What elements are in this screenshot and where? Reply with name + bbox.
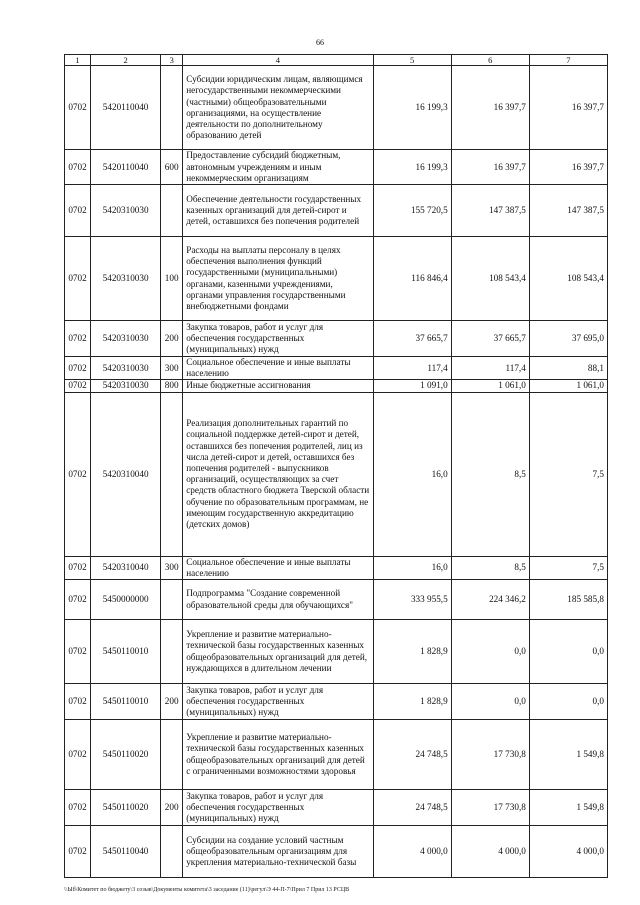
value-year2-cell: 16 397,7 (451, 150, 529, 185)
value-year2-cell: 147 387,5 (451, 185, 529, 237)
table-row (65, 720, 608, 790)
value-year2-cell: 0,0 (451, 620, 529, 684)
expense-type-cell (161, 66, 183, 150)
value-year3-cell: 0,0 (529, 620, 607, 684)
col-header: 5 (373, 55, 451, 66)
expense-type-cell: 300 (161, 556, 183, 579)
description-cell: Закупка товаров, работ и услуг для обеспечения государственных (муниципальных) нужд (183, 684, 373, 720)
target-code-cell: 5420310030 (91, 380, 161, 392)
value-year2-cell: 37 665,7 (451, 321, 529, 357)
expense-type-cell: 300 (161, 357, 183, 380)
table-row (65, 150, 608, 185)
value-year3-cell: 4 000,0 (529, 826, 607, 878)
value-year1-cell: 4 000,0 (373, 826, 451, 878)
expense-type-cell: 200 (161, 790, 183, 826)
table-row (65, 556, 608, 579)
target-code-cell: 5450110040 (91, 826, 161, 878)
value-year2-cell: 108 543,4 (451, 237, 529, 321)
section-cell: 0702 (65, 321, 91, 357)
col-header: 1 (65, 55, 91, 66)
value-year1-cell: 1 091,0 (373, 380, 451, 392)
section-cell: 0702 (65, 826, 91, 878)
col-header: 2 (91, 55, 161, 66)
value-year3-cell: 16 397,7 (529, 66, 607, 150)
expense-type-cell (161, 392, 183, 556)
value-year2-cell: 8,5 (451, 556, 529, 579)
expense-type-cell (161, 620, 183, 684)
value-year3-cell: 147 387,5 (529, 185, 607, 237)
value-year1-cell: 155 720,5 (373, 185, 451, 237)
expense-type-cell: 800 (161, 380, 183, 392)
target-code-cell: 5450000000 (91, 580, 161, 620)
value-year2-cell: 17 730,8 (451, 720, 529, 790)
description-cell: Социальное обеспечение и иные выплаты населению (183, 556, 373, 579)
budget-table (64, 54, 608, 878)
description-cell: Социальное обеспечение и иные выплаты населению (183, 357, 373, 380)
value-year1-cell: 37 665,7 (373, 321, 451, 357)
col-header: 7 (529, 55, 607, 66)
section-cell: 0702 (65, 237, 91, 321)
value-year2-cell: 16 397,7 (451, 66, 529, 150)
value-year1-cell: 333 955,5 (373, 580, 451, 620)
expense-type-cell (161, 580, 183, 620)
target-code-cell: 5450110010 (91, 684, 161, 720)
target-code-cell: 5450110010 (91, 620, 161, 684)
description-cell: Закупка товаров, работ и услуг для обеспечения государственных (муниципальных) нужд (183, 321, 373, 357)
value-year3-cell: 0,0 (529, 684, 607, 720)
section-cell: 0702 (65, 185, 91, 237)
description-cell: Закупка товаров, работ и услуг для обеспечения государственных (муниципальных) нужд (183, 790, 373, 826)
table-row (65, 380, 608, 392)
section-cell: 0702 (65, 620, 91, 684)
table-row (65, 66, 608, 150)
value-year2-cell: 0,0 (451, 684, 529, 720)
value-year1-cell: 1 828,9 (373, 620, 451, 684)
value-year3-cell: 185 585,8 (529, 580, 607, 620)
description-cell: Укрепление и развитие материально-технической базы государственных казенных общеобразовательных организаций для детей с ограниченными возможностями здоровья (183, 720, 373, 790)
table-row (65, 321, 608, 357)
value-year3-cell: 1 061,0 (529, 380, 607, 392)
description-cell: Расходы на выплаты персоналу в целях обеспечения выполнения функций государственными (муниципальными) органами, казенными учреждениями, органами управления государственными внебюджетными фондами (183, 237, 373, 321)
page-number: 66 (316, 38, 324, 47)
value-year2-cell: 224 346,2 (451, 580, 529, 620)
expense-type-cell (161, 185, 183, 237)
expense-type-cell (161, 826, 183, 878)
description-cell: Обеспечение деятельности государственных казенных организаций для детей-сирот и детей, оставшихся без попечения родителей (183, 185, 373, 237)
value-year3-cell: 16 397,7 (529, 150, 607, 185)
target-code-cell: 5420310040 (91, 392, 161, 556)
description-cell: Предоставление субсидий бюджетным, автономным учреждениям и иным некоммерческим организациям (183, 150, 373, 185)
value-year3-cell: 1 549,8 (529, 720, 607, 790)
target-code-cell: 5420310030 (91, 237, 161, 321)
table-row (65, 357, 608, 380)
expense-type-cell: 200 (161, 321, 183, 357)
description-cell: Подпрограмма "Создание современной образовательной среды для обучающихся" (183, 580, 373, 620)
section-cell: 0702 (65, 556, 91, 579)
value-year1-cell: 16,0 (373, 556, 451, 579)
value-year2-cell: 1 061,0 (451, 380, 529, 392)
section-cell: 0702 (65, 380, 91, 392)
value-year1-cell: 16 199,3 (373, 66, 451, 150)
description-cell: Субсидии юридическим лицам, являющимся негосударственными некоммерческими (частными) общеобразовательными организациями, на осуществление деятельности по дополнительному образованию детей (183, 66, 373, 150)
expense-type-cell: 100 (161, 237, 183, 321)
description-cell: Иные бюджетные ассигнования (183, 380, 373, 392)
table-row (65, 580, 608, 620)
target-code-cell: 5450110020 (91, 790, 161, 826)
table-row (65, 237, 608, 321)
description-cell: Субсидии на создание условий частным общеобразовательным организациям для укрепления материально-технической базы (183, 826, 373, 878)
value-year3-cell: 88,1 (529, 357, 607, 380)
target-code-cell: 5420310030 (91, 321, 161, 357)
expense-type-cell (161, 720, 183, 790)
header-row (65, 55, 608, 66)
value-year1-cell: 24 748,5 (373, 720, 451, 790)
col-header: 4 (183, 55, 373, 66)
table-row (65, 392, 608, 556)
section-cell: 0702 (65, 684, 91, 720)
value-year2-cell: 8,5 (451, 392, 529, 556)
value-year1-cell: 16 199,3 (373, 150, 451, 185)
value-year1-cell: 24 748,5 (373, 790, 451, 826)
target-code-cell: 5420110040 (91, 66, 161, 150)
col-header: 3 (161, 55, 183, 66)
target-code-cell: 5420310030 (91, 185, 161, 237)
section-cell: 0702 (65, 580, 91, 620)
value-year3-cell: 108 543,4 (529, 237, 607, 321)
section-cell: 0702 (65, 150, 91, 185)
table-row (65, 684, 608, 720)
section-cell: 0702 (65, 357, 91, 380)
target-code-cell: 5420310030 (91, 357, 161, 380)
value-year3-cell: 7,5 (529, 556, 607, 579)
value-year1-cell: 117,4 (373, 357, 451, 380)
description-cell: Реализация дополнительных гарантий по социальной поддержке детей-сирот и детей, оставшихся без попечения родителей, лиц из числа детей-сирот и детей, оставшихся без попечения родителей - выпускников организаций, осуществляющих за счет средств областного бюджета Тверской области обучение по образовательным программам, не имеющим государственную аккредитацию (детских домов) (183, 392, 373, 556)
target-code-cell: 5420310040 (91, 556, 161, 579)
target-code-cell: 5450110020 (91, 720, 161, 790)
value-year3-cell: 37 695,0 (529, 321, 607, 357)
value-year1-cell: 116 846,4 (373, 237, 451, 321)
table-row (65, 790, 608, 826)
table-row (65, 185, 608, 237)
value-year3-cell: 7,5 (529, 392, 607, 556)
col-header: 6 (451, 55, 529, 66)
value-year1-cell: 1 828,9 (373, 684, 451, 720)
value-year2-cell: 117,4 (451, 357, 529, 380)
file-path-footer: \\Ыб\Комитет по бюджету\3 созыв\Документы комитета\3 заседание (11)\регул\Э 44-П-7\Прил 7 Прил 13 РСЦВ (64, 887, 350, 893)
description-cell: Укрепление и развитие материально-технической базы государственных казенных общеобразовательных организаций для детей, нуждающихся в длительном лечении (183, 620, 373, 684)
section-cell: 0702 (65, 392, 91, 556)
table-row (65, 826, 608, 878)
value-year1-cell: 16,0 (373, 392, 451, 556)
expense-type-cell: 600 (161, 150, 183, 185)
value-year2-cell: 17 730,8 (451, 790, 529, 826)
value-year3-cell: 1 549,8 (529, 790, 607, 826)
table-row (65, 620, 608, 684)
expense-type-cell: 200 (161, 684, 183, 720)
section-cell: 0702 (65, 790, 91, 826)
target-code-cell: 5420110040 (91, 150, 161, 185)
section-cell: 0702 (65, 720, 91, 790)
section-cell: 0702 (65, 66, 91, 150)
value-year2-cell: 4 000,0 (451, 826, 529, 878)
